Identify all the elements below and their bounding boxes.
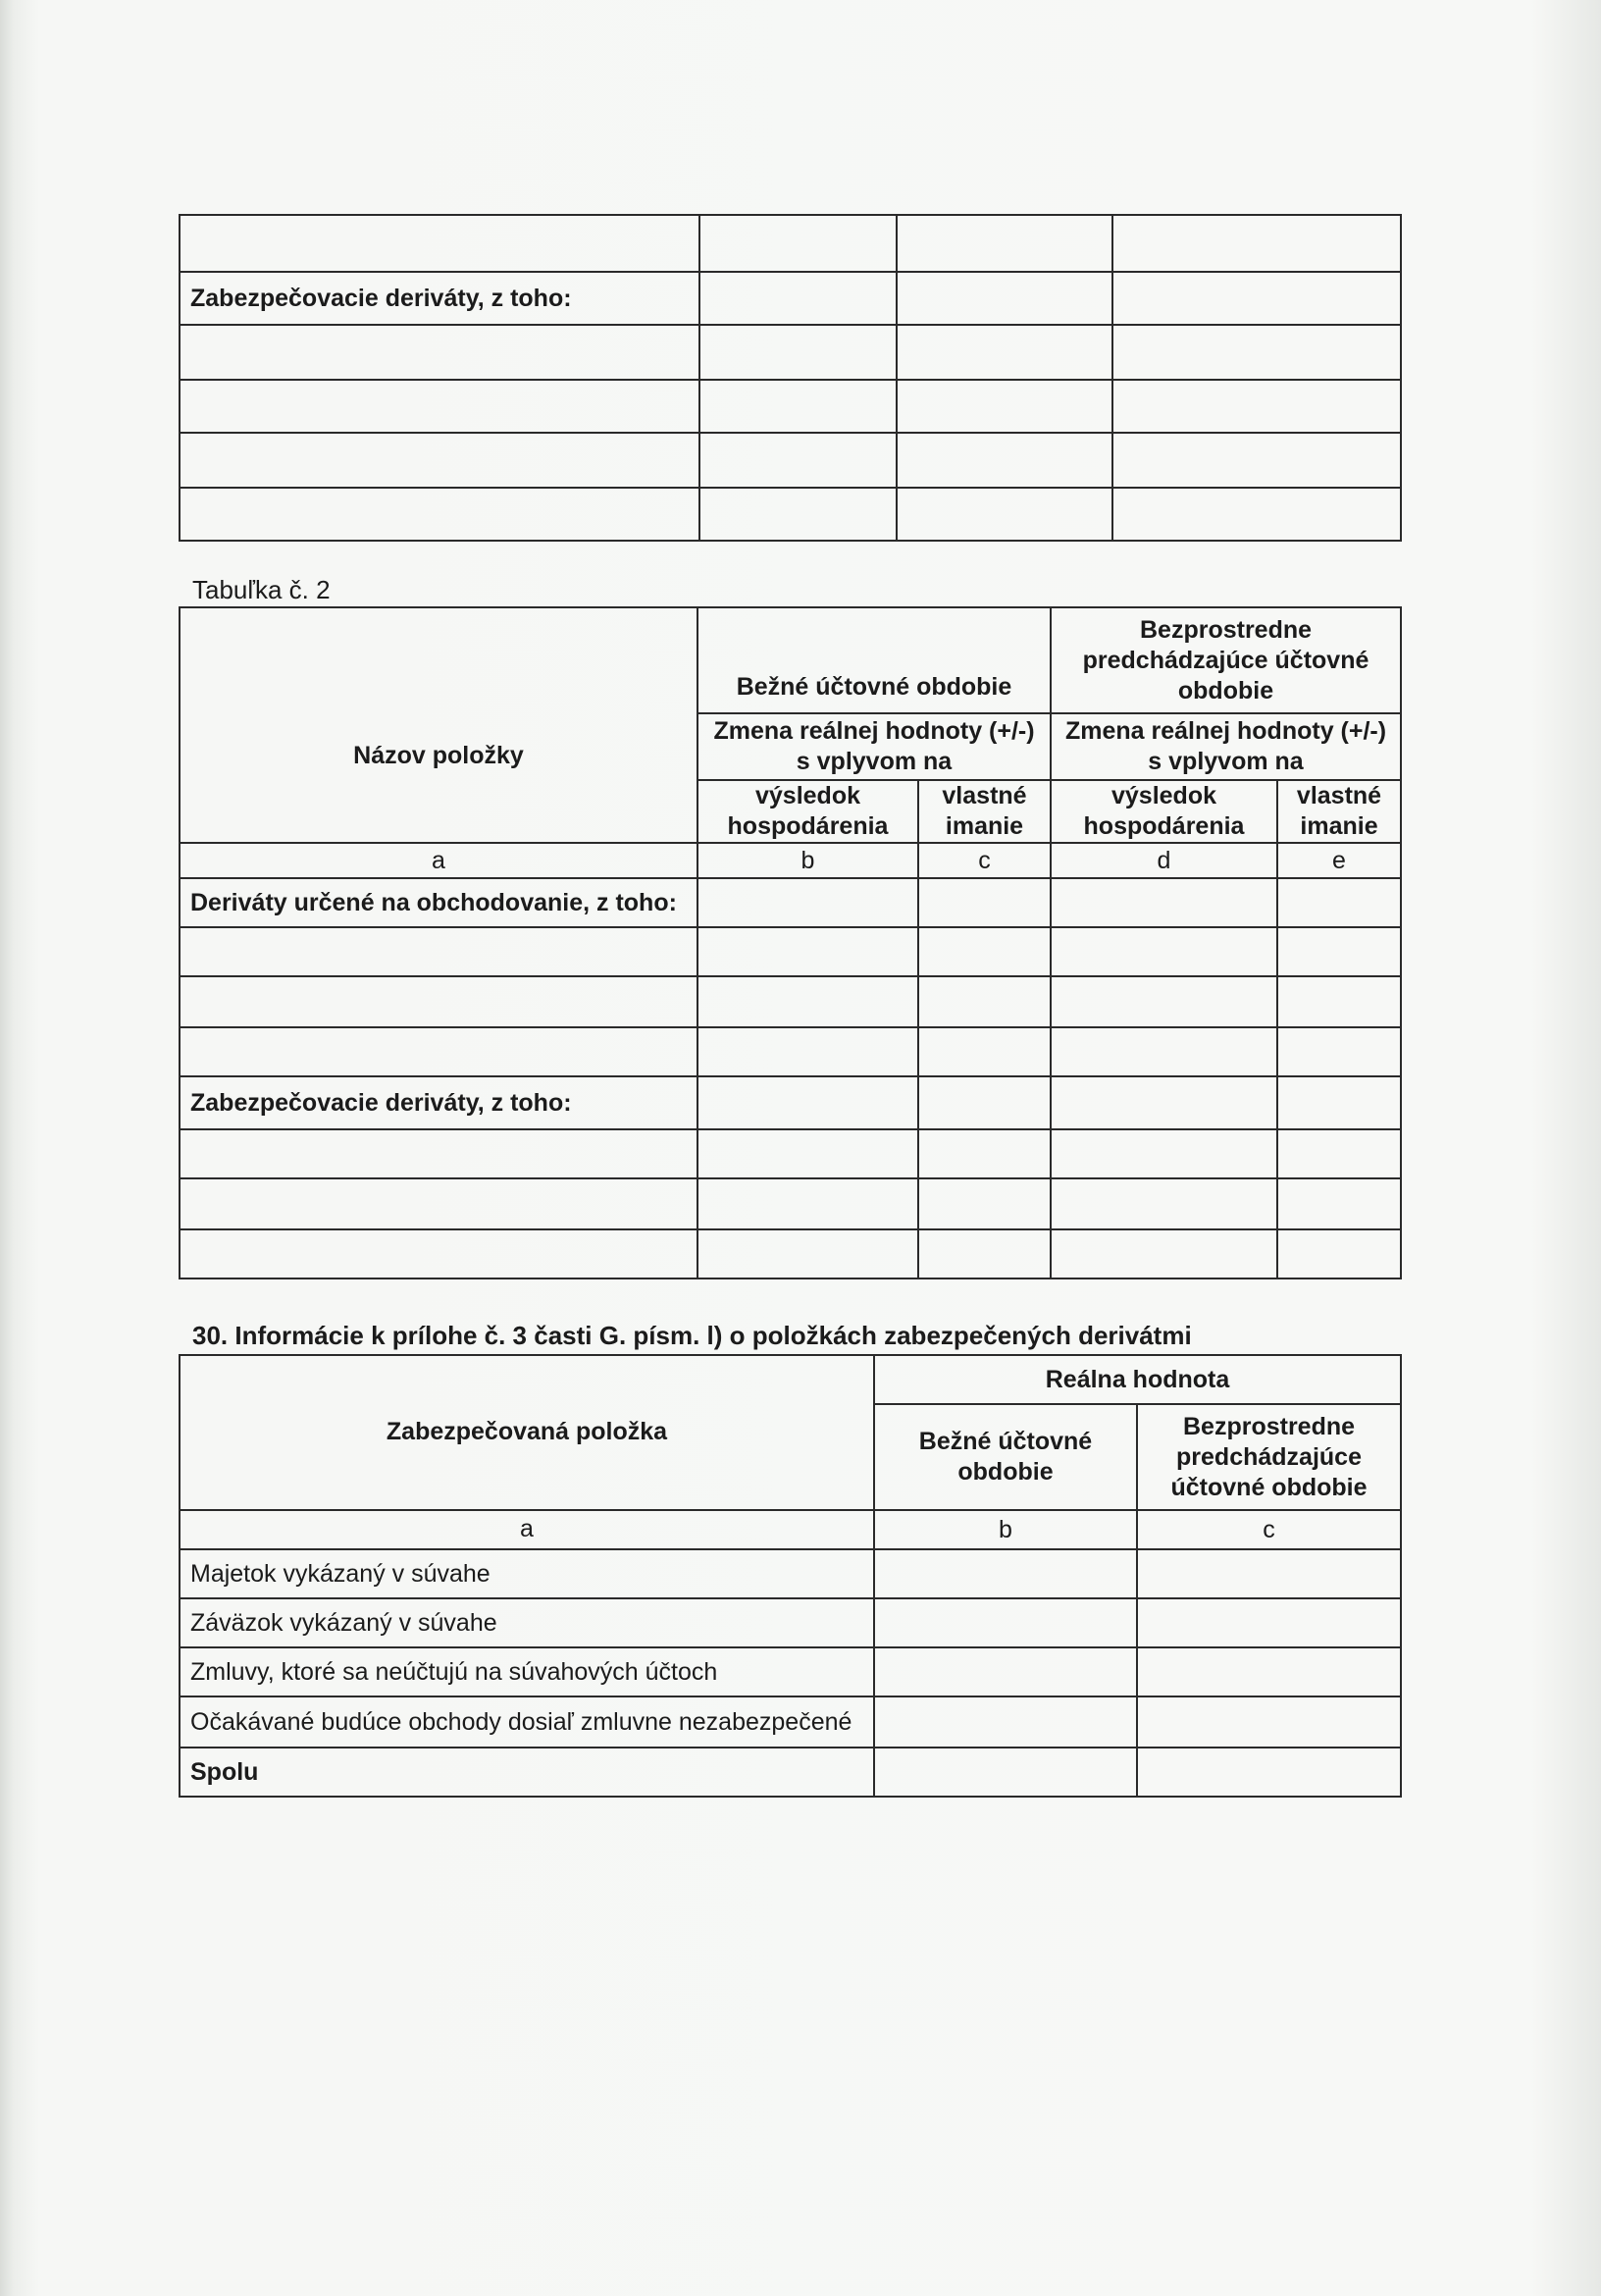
profit-header-current: výsledok hospodárenia: [697, 780, 918, 843]
column-letter-c-2: c: [1137, 1510, 1401, 1549]
top-derivatives-table: [179, 214, 1402, 542]
fair-value-header: Reálna hodnota: [874, 1355, 1401, 1404]
change-current-header: Zmena reálnej hodnoty (+/-) s vplyvom na: [697, 713, 1051, 780]
hedged-item-header: Zabezpečovaná položka: [180, 1355, 874, 1510]
row-off-balance-contracts: Zmluvy, ktoré sa neúčtujú na súvahových účtoch: [180, 1647, 874, 1696]
current-period-header: Bežné účtovné obdobie: [697, 607, 1051, 713]
profit-header-previous: výsledok hospodárenia: [1051, 780, 1277, 843]
row-assets: Majetok vykázaný v súvahe: [180, 1549, 874, 1598]
trading-derivatives-label: Deriváty určené na obchodovanie, z toho:: [180, 878, 697, 927]
column-letter-b: b: [697, 843, 918, 878]
column-letter-a-2: a: [180, 1510, 874, 1549]
table-2-caption: Tabuľka č. 2: [192, 575, 331, 604]
hedging-derivatives-label-2: Zabezpečovacie deriváty, z toho:: [180, 1076, 697, 1129]
row-expected-transactions: Očakávané budúce obchody dosiaľ zmluvne nezabezpečené: [180, 1696, 874, 1748]
previous-period-header: Bezprostredne predchádzajúce účtovné obdobie: [1051, 607, 1401, 713]
previous-period-header-2: Bezprostredne predchádzajúce účtovné obdobie: [1137, 1404, 1401, 1510]
section-30-heading: 30. Informácie k prílohe č. 3 časti G. písm. l) o položkách zabezpečených derivátmi: [192, 1321, 1192, 1350]
hedged-items-table: [179, 1354, 1402, 1798]
hedging-derivatives-label: Zabezpečovacie deriváty, z toho:: [180, 272, 699, 325]
table-2: [179, 606, 1402, 1279]
column-letter-e: e: [1277, 843, 1401, 878]
equity-header-current: vlastné imanie: [918, 780, 1051, 843]
row-total: Spolu: [180, 1748, 874, 1797]
change-previous-header: Zmena reálnej hodnoty (+/-) s vplyvom na: [1051, 713, 1401, 780]
equity-header-previous: vlastné imanie: [1277, 780, 1401, 843]
column-letter-a: a: [180, 843, 697, 878]
row-liabilities: Záväzok vykázaný v súvahe: [180, 1598, 874, 1647]
current-period-header-2: Bežné účtovné obdobie: [874, 1404, 1137, 1510]
name-header: Názov položky: [180, 607, 697, 843]
column-letter-d: d: [1051, 843, 1277, 878]
column-letter-c: c: [918, 843, 1051, 878]
column-letter-b-2: b: [874, 1510, 1137, 1549]
